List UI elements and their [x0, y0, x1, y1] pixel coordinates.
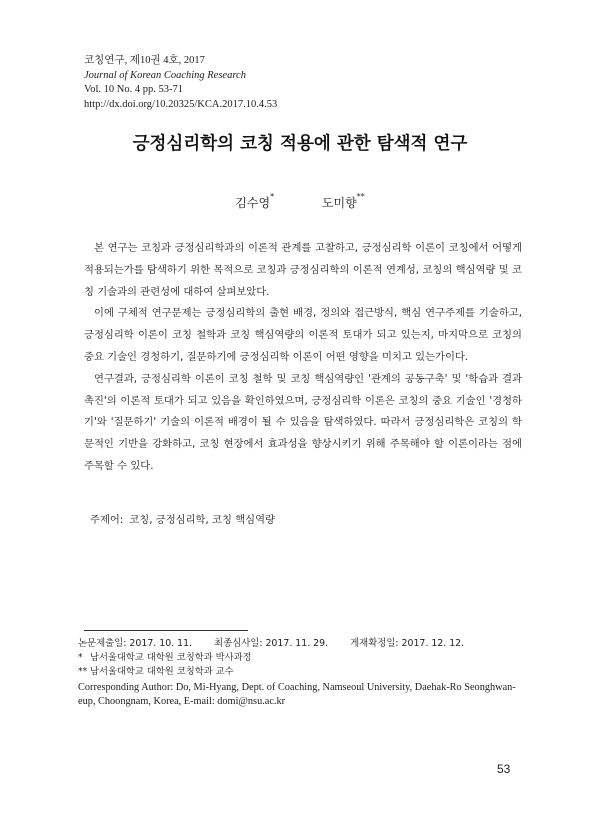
affiliation-text: 남서울대학교 대학원 코칭학과 박사과정	[90, 652, 252, 664]
abstract-paragraph: 이에 구체적 연구문제는 긍정심리학의 출현 배경, 정의와 접근방식, 핵심 연구주제를 기술하고, 긍정심리학 이론이 코칭 철학과 코칭 핵심역량의 이론적 토대가 되고 있는지, 마지막으로 코칭의 중요 기술인 경청하기, 질문하기에 긍정심리학 이론이 어떤 영향을 미치고 있는가이다.	[84, 307, 522, 363]
author-name: 도미향	[321, 196, 357, 210]
footnote-mark: *	[78, 652, 83, 664]
keywords-label: 주제어:	[90, 514, 124, 526]
author-1	[235, 192, 275, 210]
reviewed-date: 최종심사일: 2017. 11. 29.	[214, 638, 329, 649]
journal-citation-korean: 코칭연구, 제10권 4호, 2017	[84, 55, 205, 66]
footnote-divider	[84, 630, 248, 631]
author-name: 김수영	[235, 196, 271, 210]
affiliation-text: 남서울대학교 대학원 코칭학과 교수	[90, 666, 234, 678]
author-footnote-mark: *	[270, 192, 275, 201]
keywords	[90, 511, 275, 526]
volume-pages: Vol. 10 No. 4 pp. 53-71	[84, 84, 183, 95]
author-list	[0, 194, 600, 211]
corresponding-author: Corresponding Author: Do, Mi-Hyang, Dept. of Coaching, Namseoul University, Daehak-Ro Seonghwan-eup, Choongnam, Korea, E-mail: domi@nsu.ac.kr	[78, 681, 516, 708]
affiliation-1	[78, 651, 528, 665]
abstract	[84, 238, 522, 478]
submitted-date: 논문제출일: 2017. 10. 11.	[78, 638, 193, 649]
affiliation-2	[78, 665, 528, 679]
author-2	[321, 192, 365, 210]
footnotes	[78, 637, 528, 710]
paper-title: 긍정심리학의 코칭 적용에 관한 탐색적 연구	[132, 134, 468, 154]
footnote-mark: **	[78, 666, 88, 678]
submission-dates	[78, 637, 528, 651]
abstract-paragraph: 연구결과, 긍정심리학 이론이 코칭 철학 및 코칭 핵심역량인 '관계의 공동구축' 및 '학습과 결과 촉진'의 이론적 토대가 되고 있음을 확인하였으며, 긍정심리학 이론은 코칭의 중요 기술인 '경청하기'와 '질문하기' 기술의 이론적 배경이 될 수 있음을 탐색하였다. 따라서 긍정심리학은 코칭의 학문적인 기반을 강화하고, 코칭 현장에서 효과성을 향상시키기 위해 주목해야 할 이론이라는 점에 주목할 수 있다.	[84, 372, 522, 472]
journal-name: Journal of Korean Coaching Research	[84, 69, 246, 81]
author-footnote-mark: **	[356, 192, 365, 201]
page-number: 53	[497, 762, 511, 776]
accepted-date: 게재확정일: 2017. 12. 12.	[350, 638, 465, 649]
journal-header	[84, 54, 277, 112]
keywords-text: 코칭, 긍정심리학, 코칭 핵심역량	[129, 514, 275, 526]
doi-link[interactable]: http://dx.doi.org/10.20325/KCA.2017.10.4.53	[84, 98, 278, 110]
abstract-paragraph: 본 연구는 코칭과 긍정심리학과의 이론적 관계를 고찰하고, 긍정심리학 이론이 코칭에서 어떻게 적용되는가를 탐색하기 위한 목적으로 코칭과 긍정심리학의 이론적 연계성, 코칭의 핵심역량 및 코칭 기술과의 관련성에 대하여 살펴보았다.	[84, 242, 522, 298]
